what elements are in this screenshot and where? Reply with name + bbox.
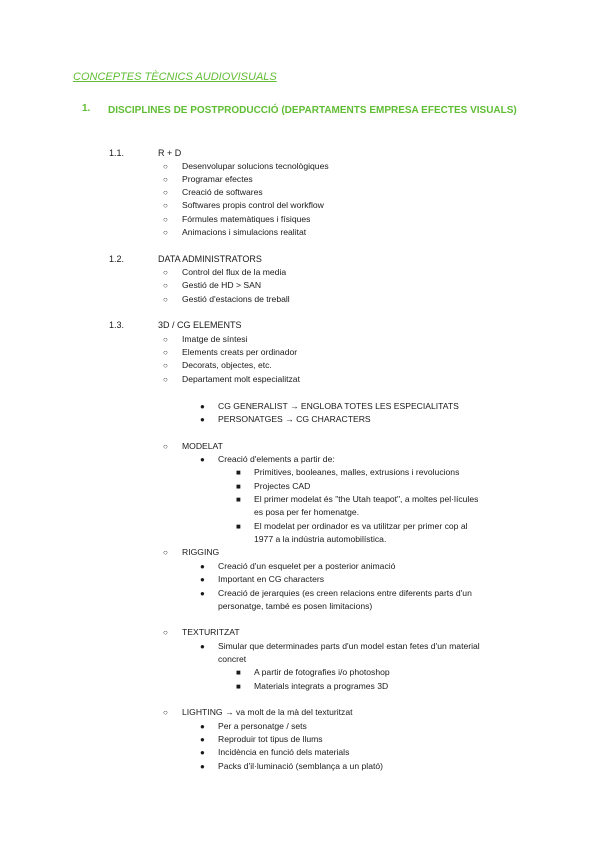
subsection-label: DATA ADMINISTRATORS [158, 254, 262, 264]
subsection-number: 1.2. [109, 254, 125, 264]
list-item-continuation: 1977 a la indústria automobilística. [254, 534, 387, 544]
section-number: 1. [82, 103, 91, 114]
list-item-continuation: concret [218, 654, 247, 664]
list-item-continuation: es posa per fer homenatge. [254, 507, 360, 517]
subsection-number: 1.1. [109, 148, 125, 158]
list-item-continuation: personatge, també es posen limitacions) [218, 601, 373, 611]
subsection-label: 3D / CG ELEMENTS [158, 320, 242, 330]
subsection-number: 1.3. [109, 320, 125, 330]
subsection-label: R + D [158, 148, 182, 158]
document-title: CONCEPTES TÈCNICS AUDIOVISUALS [73, 71, 277, 83]
document-page: CONCEPTES TÈCNICS AUDIOVISUALS 1. DISCIPLINES DE POSTPRODUCCIÓ (DEPARTAMENTS EMPRESA EFECTES VISUALS) 1.1. R + D ○ Desenvolupar solucions tecnològiques ○ Programar efectes ○ Creació de softwares ○ Softwares propis control del workflow ○ Fórmules matemàtiques i físiques ○ Animacions i simulacions realitat 1.2. DATA ADMINISTRATORS ○ Control del flux de la media ○ Gestió de HD > SAN ○ Gestió d'estacions de treball 1.3. 3D / CG ELEMENTS ○ Imatge de síntesi ○ Elements creats per ordinador ○ Decorats, objectes, etc. ○ Departament molt especialitzat ● CG GENERALIST → ENGLOBA TOTES LES ESPECIALITATS ● PERSONATGES → CG CHARACTERS ○ MODELAT ● Creació d'elements a partir de: ■ Primitives, booleanes, malles, extrusions i revolucions ■ Projectes CAD ■ El primer modelat és "the Utah teapot", a moltes pel·lícules es posa per fer homenatge. ■ El modelat per ordinador es va utilitzar per primer cop al 1977 a la indústria automobilística. ○ RIGGING ● Creació d'un esquelet per a posterior animació ● Important en CG characters ● Creació de jerarquies (es creen relacions entre diferents parts d'un personatge, també es posen limitacions) ○ TEXTURITZAT ● Simular que determinades parts d'un model estan fetes d'un material concret ■ A partir de fotografies i/o photoshop ■ Materials integrats a programes 3D ○ LIGHTING → va molt de la mà del texturitzat ● Per a personatge / sets ● Reproduir tot tipus de llums ● Incidència en funció dels materials ● Packs d'il·luminació (semblança a un plató) [0, 0, 600, 848]
section-heading: DISCIPLINES DE POSTPRODUCCIÓ (DEPARTAMENTS EMPRESA EFECTES VISUALS) [108, 105, 517, 116]
